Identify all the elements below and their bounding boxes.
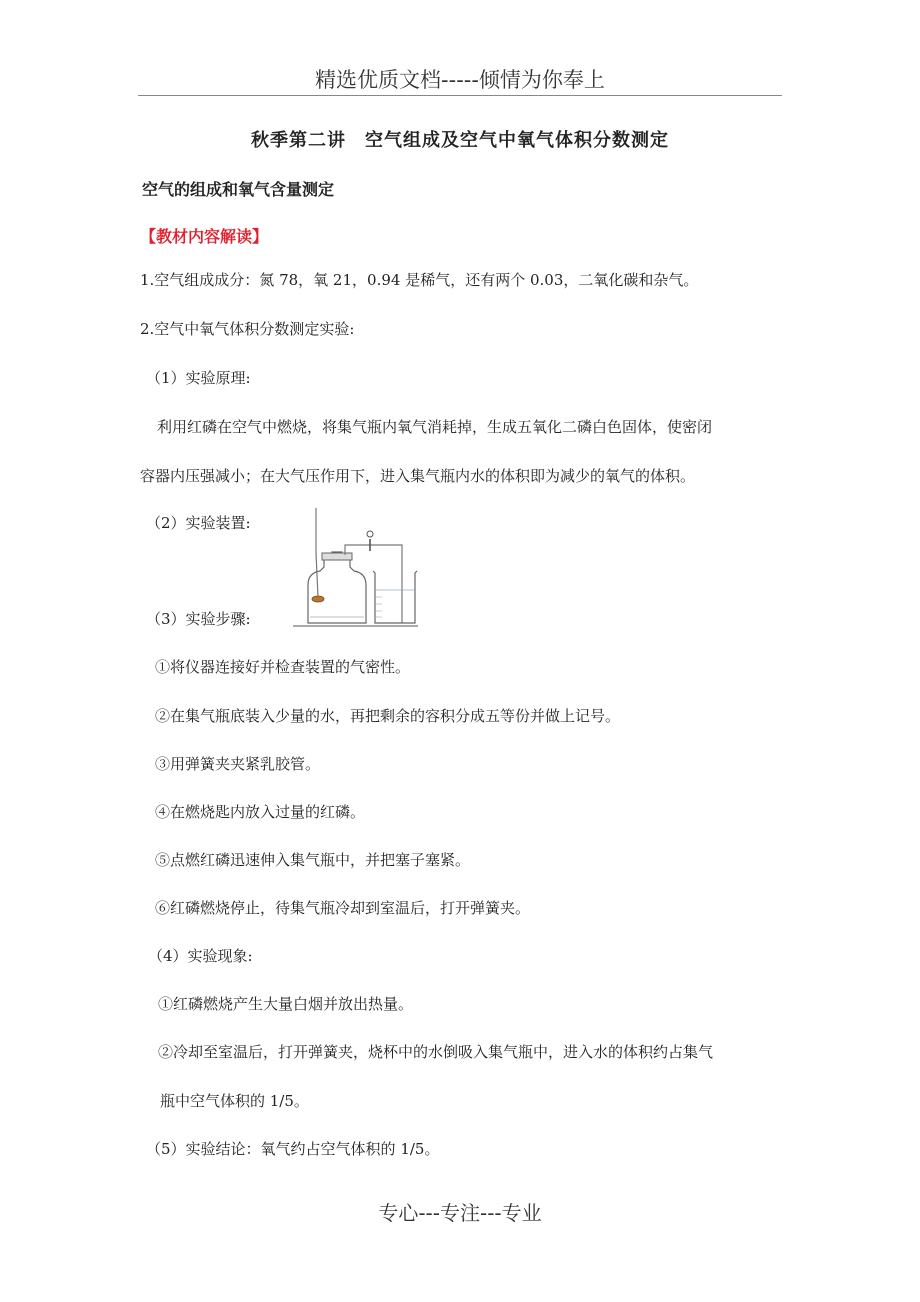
- phenomenon-1: ①红磷燃烧产生大量白烟并放出热量。: [158, 995, 414, 1013]
- header-divider: [138, 95, 782, 96]
- step-5: ⑤点燃红磷迅速伸入集气瓶中，并把塞子塞紧。: [155, 851, 471, 869]
- page-title: 秋季第二讲 空气组成及空气中氧气体积分数测定: [251, 130, 669, 151]
- step-2: ②在集气瓶底装入少量的水，再把剩余的容积分成五等份并做上记号。: [155, 707, 621, 725]
- phenomena-label: （4）实验现象:: [148, 947, 253, 965]
- bottle-stopper: [322, 553, 352, 560]
- step-4: ④在燃烧匙内放入过量的红磷。: [155, 803, 366, 821]
- step-6: ⑥红磷燃烧停止，待集气瓶冷却到室温后，打开弹簧夹。: [155, 899, 531, 917]
- section-subtitle: 空气的组成和氧气含量测定: [142, 180, 335, 199]
- phenomenon-2-line-1: ②冷却至室温后，打开弹簧夹，烧杯中的水倒吸入集气瓶中，进入水的体积约占集气: [158, 1043, 714, 1061]
- conclusion: （5）实验结论：氧气约占空气体积的 1/5。: [146, 1140, 440, 1158]
- step-1: ①将仪器连接好并检查装置的气密性。: [155, 658, 411, 676]
- beaker-graduations: [376, 597, 382, 617]
- phenomenon-2-line-2: 瓶中空气体积的 1/5。: [160, 1092, 309, 1110]
- section-heading: 【教材内容解读】: [140, 227, 269, 246]
- step-3: ③用弹簧夹夹紧乳胶管。: [155, 755, 321, 773]
- connecting-tube: [345, 545, 402, 623]
- steps-label: （3）实验步骤:: [146, 610, 251, 628]
- experiment-apparatus-diagram: [290, 505, 425, 633]
- point-2: 2.空气中氧气体积分数测定实验:: [140, 320, 355, 338]
- principle-label: （1）实验原理:: [146, 369, 251, 387]
- page-footer: 专心---专注---专业: [378, 1201, 542, 1225]
- principle-line-2: 容器内压强减小；在大气压作用下，进入集气瓶内水的体积即为减少的氧气的体积。: [140, 467, 696, 485]
- red-phosphorus: [312, 596, 324, 602]
- principle-line-1: 利用红磷在空气中燃烧，将集气瓶内氧气消耗掉，生成五氧化二磷白色固体，使密闭: [157, 418, 713, 436]
- page-header: 精选优质文档-----倾情为你奉上: [315, 68, 605, 92]
- apparatus-label: （2）实验装置:: [146, 514, 251, 532]
- point-1: 1.空气组成成分：氮 78，氧 21，0.94 是稀气，还有两个 0.03，二氧化碳和杂气。: [140, 271, 699, 289]
